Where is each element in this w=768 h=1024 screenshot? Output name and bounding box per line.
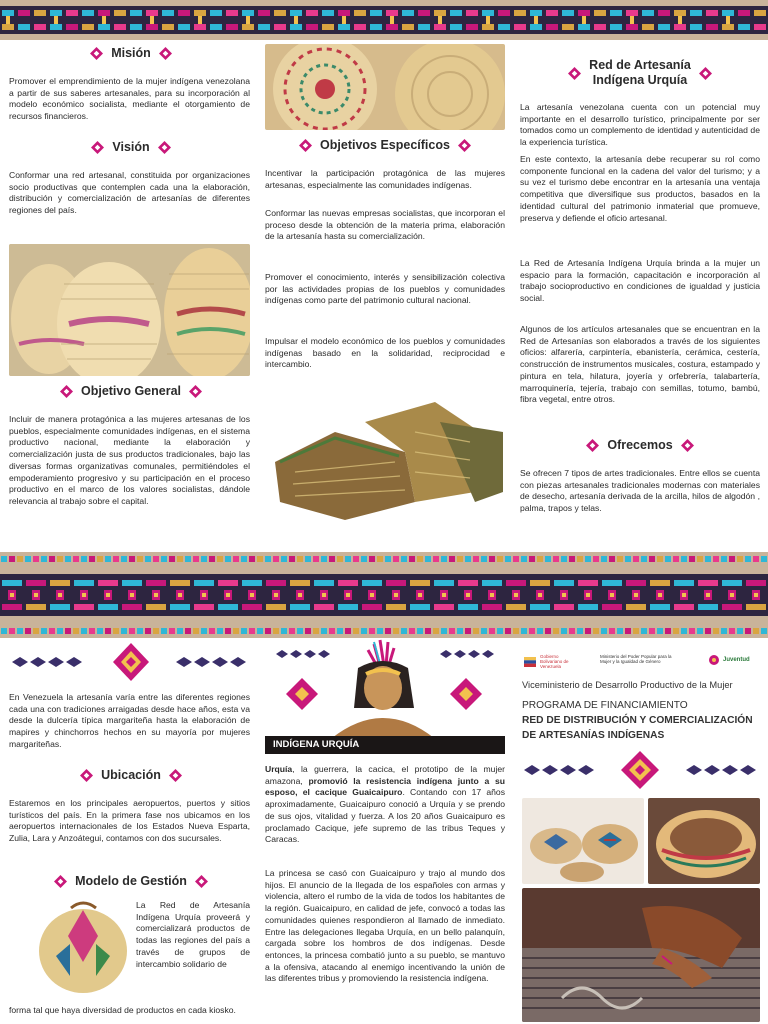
column-objetivos: [262, 40, 508, 552]
weaving-hands-photo: [522, 888, 760, 1022]
middle-woven-band: [0, 552, 768, 638]
beaded-motif-icon: [514, 750, 766, 790]
diamond-icon: [158, 141, 171, 154]
section-heading-vision: Visión: [6, 140, 256, 154]
mision-text: Promover el emprendimiento de la mujer indígena venezolana a partir de sus saberes artesanales, para su incorporación al modelo económico socialista, mediante el otorgamiento de recursos financieros.: [9, 76, 250, 122]
urquia-paragraph-2: La princesa se casó con Guaicaipuro y trajo al mundo dos hijos. El anuncio de la llegada de los españoles con armas y violencia, altero el rumbo de la vida de todos los habitantes de la región. Guaicaipuro, en calidad de jefe, convocó a todas las comunidades quienes respondieron al llamado de inmediato. Entre las delegaciones llegaba Urquía, en un bello palanquín, cargada sobre los hombros de dos indígenas. Desde entonces, la princesa combatió junto a su pueblo, se mantuvo a la ofensiva, atacando al enemigo incentivando la unión de las diferentes tribus y promoviendo la resistencia indígena.: [265, 868, 505, 984]
section-heading-ofrecemos: Ofrecemos: [514, 438, 766, 452]
top-woven-band: [0, 0, 768, 40]
ministerio-logo: Ministerio del Poder Popular para la Mujer y la Igualdad de Género: [600, 654, 672, 664]
column-ubicacion: [6, 638, 256, 1024]
diamond-icon: [169, 769, 182, 782]
column-cover: [514, 638, 766, 1024]
vision-text: Conformar una red artesanal, constituida por organizaciones socio productivas que contemplen cada una la elaboración, distribución y comercialización de artesanías de diferentes regiones del país.: [9, 170, 250, 216]
objetivo-especifico-1: Incentivar la participación protagónica de las mujeres artesanas, especialmente las comunidades indígenas.: [265, 168, 505, 190]
woven-pattern-icon: [0, 0, 768, 40]
flag-icon: [524, 657, 536, 667]
column-indigena-urquia: [262, 638, 508, 1024]
programa-title: PROGRAMA DE FINANCIAMIENTO: [522, 700, 688, 711]
section-heading-ubicacion: Ubicación: [6, 768, 256, 782]
section-heading-modelo: Modelo de Gestión: [6, 874, 256, 888]
diamond-icon: [80, 769, 93, 782]
objetivo-especifico-3: Promover el conocimiento, interés y sensibilización colectiva por las actividades propias de los pueblos y comunidades indígenas como parte del patrimonio cultural nacional.: [265, 272, 505, 306]
urquia-paragraph-1: Urquía, la guerrera, la cacica, el prototipo de la mujer amazona, promovió la resistencia indígena junto a su esposo, el cacique Guaicaipuro. Contando con 17 años aproximadamente, Guaicaipuro conoció a Urquía y se prendo de sus ojos, vitalidad y fuerza. A los 20 años Guaicaipuro es proclamado Cacique, jefe supremo de las tribus Teques y Caracas.: [265, 764, 505, 845]
section-heading-red: Red de Artesanía Indígena Urquía: [514, 58, 766, 88]
section-heading-objetivo-general: Objetivo General: [6, 384, 256, 398]
red-paragraph-3: Algunos de los artículos artesanales que se encuentran en la Red de Artesanías son elaborados a través de los siguientes oficios: alfarería, carpintería, ebanistería, cerámica, cestería, construcción de instrumentos musicales, costura, estampado y pintura en tela, hilatura, joyería y orfebrería, talabartería, marroquinería, tejería, trabajo con semillas, totumo, bambú, fibra vegetal, entre otros.: [520, 324, 760, 405]
modelo-text-side: La Red de Artesanía Indígena Urquía proveerá y comercializará productos de todas las regiones del país a través de grupos de intercambio solidario de: [136, 900, 250, 969]
section-heading-mision: Misión: [6, 46, 256, 60]
diamond-icon: [586, 439, 599, 452]
diamond-icon: [90, 47, 103, 60]
diamond-icon: [568, 67, 581, 80]
red-title-line2: DE ARTESANÍAS INDÍGENAS: [522, 730, 665, 741]
red-title-line1: RED DE DISTRIBUCIÓN Y COMERCIALIZACIÓN: [522, 715, 753, 726]
indigena-urquia-banner: INDÍGENA URQUÍA: [265, 736, 505, 754]
diamond-icon: [681, 439, 694, 452]
beaded-motif-icon: [6, 642, 256, 682]
gobierno-logo: Gobierno Bolivariano de Venezuela: [524, 654, 576, 669]
objetivo-general-text: Incluir de manera protagónica a las mujeres artesanas de los pueblos, especialmente comunidades indígenas, en el sistema productivo nacional, mediante la elaboración y comercialización justa de sus productos tradicionales, bajo las diversas formas organizativas comunales, permitiéndoles el empoderamiento progresivo y su participación en el proceso productivo en el marco de los valores socialistas, dándole relevancia al trabajo sobre el capital.: [9, 414, 250, 506]
intro-artesania-text: En Venezuela la artesanía varía entre las diferentes regiones cada una con tradiciones arraigadas desde hace años, esta va desde la dulcería típica margariteña hasta la elaboración de mapires y chinchorros hechos en su mayoría por mujeres margariteñas.: [9, 692, 250, 749]
red-paragraph-1b: En este contexto, la artesanía debe recuperar su rol como componente funcional en la cadena del valor del turismo; y a su vez el turismo debe encontrar en la artesanía una ventaja competitiva que diversifique sus productos, basados en la identidad cultural del patrimonio inmaterial que promueve, preserva y defiende el oficio artesanal.: [520, 154, 760, 223]
basket-plates-photo: [265, 44, 505, 130]
woven-ball-photo: [36, 896, 130, 996]
diamond-icon: [60, 385, 73, 398]
column-mision: [6, 40, 256, 552]
diamond-icon: [458, 139, 471, 152]
diamond-icon: [299, 139, 312, 152]
objetivo-especifico-4: Impulsar el modelo económico de los pueblos y comunidades indígenas basado en la solidaridad, reciprocidad e intercambio.: [265, 336, 505, 370]
viceministerio-text: Viceministerio de Desarrollo Productivo de la Mujer: [522, 680, 733, 690]
column-red-artesania: [514, 40, 766, 552]
woven-baskets-photo: [9, 244, 250, 376]
diamond-icon: [159, 47, 172, 60]
juventud-logo: Juventud: [708, 654, 750, 666]
woven-pattern-icon: [0, 552, 768, 638]
diamond-icon: [195, 875, 208, 888]
red-paragraph-2: La Red de Artesanía Indígena Urquía brinda a la mujer un espacio para la formación, capacitación e incorporación al trabajo socioproductivo en condiciones de igualdad y justicia social.: [520, 258, 760, 304]
diamond-icon: [91, 141, 104, 154]
decorated-bowls-photo: [522, 798, 644, 884]
urquia-portrait-icon: [262, 638, 508, 738]
ofrecemos-text: Se ofrecen 7 tipos de artes tradicionales. Entre ellos se cuenta con piezas artesanales tradicionales modernas con materiales de desecho, artesanía derivada de la arcilla, hilos de algodón , palma, trapos y telas.: [520, 468, 760, 514]
modelo-text-full: forma tal que haya diversidad de productos en cada kiosko.: [9, 1005, 236, 1015]
woven-bundles-photo: [265, 392, 505, 522]
diamond-icon: [699, 67, 712, 80]
red-paragraph-1: La artesanía venezolana cuenta con un potencial muy importante en el desarrollo turístico, principalmente por ser tomados como un complemento de identidad y autenticidad de la experiencia turística.: [520, 102, 760, 148]
section-heading-objetivos-especificos: Objetivos Específicos: [262, 138, 508, 152]
ubicacion-text: Estaremos en los principales aeropuertos, puertos y sitios turísticos del país. En la primera fase nos ubicamos en los aeropuertos internacionales de los Estados Nueva Esparta, Zulia, Lara y Anzoátegui, contamos con dos sucursales.: [9, 798, 250, 844]
objetivo-especifico-2: Conformar las nuevas empresas socialistas, que incorporan el proceso desde la obtención de la materia prima, elaboración de la artesanía hasta su comercialización.: [265, 208, 505, 242]
juventud-icon: [708, 654, 720, 666]
woven-bowl-photo: [648, 798, 760, 884]
diamond-icon: [189, 385, 202, 398]
diamond-icon: [54, 875, 67, 888]
